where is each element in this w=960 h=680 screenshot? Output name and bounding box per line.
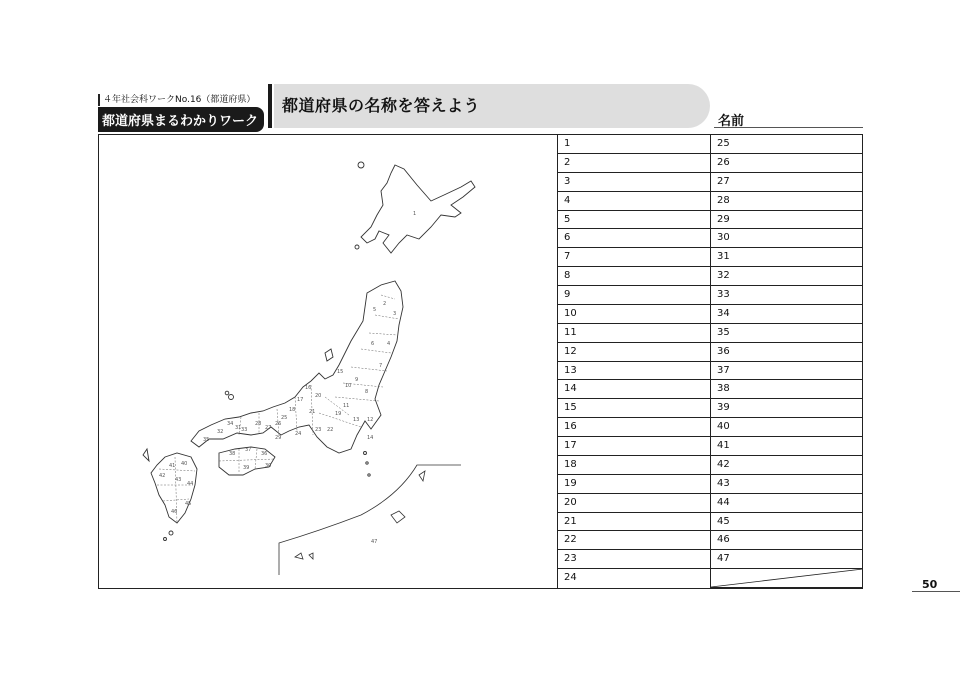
svg-text:33: 33 [241, 427, 248, 433]
answer-row[interactable] [558, 418, 710, 437]
answer-number: 44 [717, 496, 730, 508]
answer-row[interactable] [711, 229, 863, 248]
svg-text:10: 10 [345, 383, 352, 389]
answer-number: 11 [564, 326, 577, 338]
svg-text:8: 8 [365, 389, 369, 395]
svg-text:12: 12 [367, 417, 374, 423]
answer-row[interactable] [558, 513, 710, 532]
svg-text:26: 26 [275, 421, 282, 427]
worksheet-header-left [98, 94, 264, 132]
answer-row[interactable] [711, 437, 863, 456]
svg-text:38: 38 [229, 451, 236, 457]
answer-number: 7 [564, 251, 571, 263]
answer-row[interactable] [558, 305, 710, 324]
answer-number: 45 [717, 515, 730, 527]
hokkaido-number-label: 1 [413, 211, 417, 217]
answer-table [557, 135, 863, 588]
answer-number: 43 [717, 477, 730, 489]
svg-text:23: 23 [315, 427, 322, 433]
answer-row[interactable] [558, 380, 710, 399]
answer-row[interactable] [711, 154, 863, 173]
answer-row[interactable] [711, 380, 863, 399]
answer-number: 12 [564, 345, 577, 357]
answer-number: 41 [717, 440, 730, 451]
answer-number: 5 [564, 213, 571, 225]
answer-row[interactable] [711, 192, 863, 211]
title-accent-bar [268, 84, 272, 128]
answer-number: 23 [564, 553, 577, 565]
japan-map [99, 135, 557, 588]
answer-row[interactable] [558, 362, 710, 381]
svg-text:9: 9 [355, 377, 359, 383]
answer-row[interactable] [558, 475, 710, 494]
answer-row[interactable] [711, 324, 863, 343]
answer-number: 36 [717, 345, 730, 357]
answer-row[interactable] [558, 324, 710, 343]
answer-row[interactable] [711, 267, 863, 286]
worksheet-frame [98, 134, 863, 589]
svg-text:19: 19 [335, 411, 342, 417]
title-banner [274, 84, 710, 128]
svg-text:44: 44 [187, 481, 194, 487]
svg-text:7: 7 [379, 363, 383, 369]
answer-row[interactable] [558, 456, 710, 475]
svg-text:46: 46 [171, 509, 178, 515]
answer-row[interactable] [558, 267, 710, 286]
answer-number: 18 [564, 458, 577, 470]
svg-text:43: 43 [175, 477, 182, 483]
answer-number: 8 [564, 270, 571, 282]
answer-row[interactable] [558, 229, 710, 248]
svg-text:40: 40 [181, 461, 188, 467]
svg-text:32: 32 [217, 429, 224, 435]
worksheet-badge: 都道府県まるわかりワーク [98, 107, 264, 132]
answer-row[interactable] [558, 135, 710, 154]
answer-row[interactable] [711, 531, 863, 550]
okinawa-number-label: 47 [371, 539, 378, 545]
svg-text:4: 4 [387, 341, 391, 347]
answer-row[interactable] [558, 173, 710, 192]
svg-text:27: 27 [265, 425, 272, 431]
answer-number: 14 [564, 383, 577, 395]
answer-number: 9 [564, 289, 571, 300]
answer-row[interactable] [711, 173, 863, 192]
page-number-rule [912, 591, 960, 592]
svg-text:3: 3 [393, 311, 397, 317]
answer-number: 39 [717, 402, 730, 414]
svg-text:16: 16 [305, 385, 312, 391]
svg-text:18: 18 [289, 407, 296, 413]
answer-number: 10 [564, 307, 577, 319]
answer-row[interactable] [558, 437, 710, 456]
honshu-shape [191, 281, 403, 453]
svg-text:45: 45 [185, 501, 192, 507]
answer-row[interactable] [711, 286, 863, 305]
answer-row[interactable] [558, 550, 710, 569]
name-write-line[interactable] [714, 127, 863, 128]
answer-number: 30 [717, 232, 730, 244]
svg-text:5: 5 [373, 307, 377, 313]
answer-number: 37 [717, 364, 730, 376]
answer-row[interactable] [558, 154, 710, 173]
answer-number: 20 [564, 496, 577, 508]
answer-number: 33 [717, 289, 730, 300]
answer-column-right [711, 135, 863, 588]
japan-map-drawing [99, 135, 557, 588]
answer-row[interactable] [558, 531, 710, 550]
svg-text:17: 17 [297, 397, 304, 403]
answer-row[interactable] [558, 286, 710, 305]
answer-number: 26 [717, 156, 730, 168]
worksheet-subtitle: ４年社会科ワークNo.16（都道府県） [98, 94, 264, 106]
answer-number: 17 [564, 440, 577, 451]
svg-text:2: 2 [383, 301, 387, 307]
answer-number: 42 [717, 458, 730, 470]
svg-text:21: 21 [309, 409, 316, 415]
answer-row[interactable] [711, 305, 863, 324]
svg-text:28: 28 [255, 421, 262, 427]
sado-island-shape [325, 349, 333, 361]
answer-number: 16 [564, 421, 577, 433]
answer-row[interactable] [711, 513, 863, 532]
svg-text:36: 36 [261, 451, 268, 457]
answer-number: 2 [564, 156, 571, 168]
answer-column-left [558, 135, 711, 588]
answer-row[interactable] [558, 211, 710, 230]
answer-row[interactable] [711, 494, 863, 513]
answer-number: 34 [717, 307, 730, 319]
answer-number: 40 [717, 421, 730, 433]
answer-row[interactable] [558, 494, 710, 513]
svg-text:22: 22 [327, 427, 334, 433]
answer-number: 47 [717, 553, 730, 565]
answer-number: 19 [564, 477, 577, 489]
answer-row[interactable] [711, 135, 863, 154]
svg-text:11: 11 [343, 403, 350, 409]
svg-text:13: 13 [353, 417, 360, 423]
answer-row[interactable] [711, 475, 863, 494]
svg-text:25: 25 [281, 415, 288, 421]
answer-row[interactable] [711, 550, 863, 569]
answer-row[interactable] [711, 248, 863, 267]
answer-number: 31 [717, 251, 730, 263]
answer-row[interactable] [558, 399, 710, 418]
svg-text:35: 35 [203, 437, 210, 443]
answer-number: 25 [717, 138, 730, 149]
answer-number: 15 [564, 402, 577, 414]
okinawa-inset-border [279, 465, 461, 575]
answer-number: 27 [717, 175, 730, 187]
svg-text:14: 14 [367, 435, 374, 441]
answer-number: 35 [717, 326, 730, 338]
answer-number: 21 [564, 515, 577, 527]
answer-number: 3 [564, 175, 571, 187]
answer-number: 32 [717, 270, 730, 282]
svg-text:20: 20 [315, 393, 322, 399]
svg-text:42: 42 [159, 473, 166, 479]
name-label: 名前 [718, 114, 745, 129]
answer-number: 46 [717, 534, 730, 546]
answer-row[interactable] [558, 248, 710, 267]
page-title: 都道府県の名称を答えよう [282, 96, 481, 115]
answer-row[interactable] [711, 343, 863, 362]
answer-row[interactable] [711, 418, 863, 437]
answer-number: 22 [564, 534, 577, 546]
page-number: 50 [922, 578, 938, 591]
answer-number: 38 [717, 383, 730, 395]
answer-row[interactable] [558, 343, 710, 362]
svg-text:31: 31 [235, 425, 242, 431]
svg-text:29: 29 [275, 435, 282, 441]
okinawa-shape [391, 511, 405, 523]
answer-number: 24 [564, 572, 577, 584]
svg-text:15: 15 [337, 369, 344, 375]
svg-text:6: 6 [371, 341, 375, 347]
svg-text:24: 24 [295, 431, 302, 437]
svg-text:39: 39 [243, 465, 250, 471]
answer-row[interactable] [711, 362, 863, 381]
blank-cell-diagonal [711, 569, 863, 588]
answer-row[interactable] [711, 211, 863, 230]
answer-number: 1 [564, 138, 571, 149]
answer-number: 28 [717, 194, 730, 206]
answer-number: 4 [564, 194, 571, 206]
hokkaido-shape [361, 165, 475, 253]
answer-row[interactable] [558, 192, 710, 211]
answer-number: 6 [564, 232, 571, 244]
answer-row[interactable] [711, 456, 863, 475]
svg-text:34: 34 [227, 421, 234, 427]
answer-number: 13 [564, 364, 577, 376]
answer-row[interactable] [558, 569, 710, 588]
svg-text:41: 41 [169, 463, 176, 469]
svg-text:30: 30 [265, 463, 272, 469]
answer-number: 29 [717, 213, 730, 225]
svg-text:37: 37 [245, 447, 252, 453]
answer-row[interactable] [711, 399, 863, 418]
